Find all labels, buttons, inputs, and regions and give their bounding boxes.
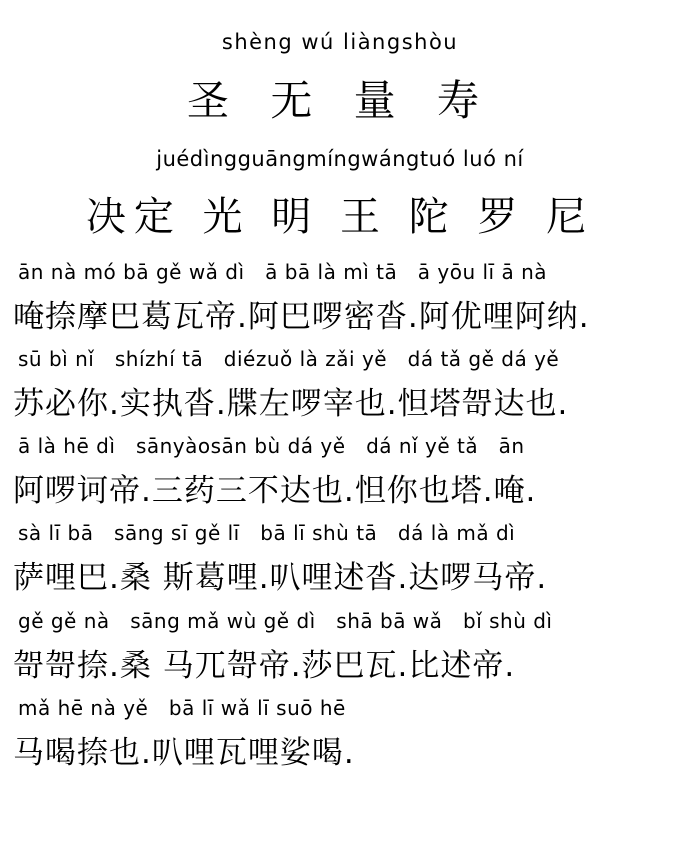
line-3-hanzi: 阿啰诃帝.三药三不达也.怛你也塔.唵. xyxy=(13,473,537,509)
line-4-pinyin: sà lī bā sāng sī gě lī bā lī shù tā dá là mǎ dì xyxy=(18,521,516,545)
line-4-hanzi: 萨哩巴.桑 斯葛哩.叭哩述沓.达啰马帝. xyxy=(13,560,548,596)
subtitle-hanzi: 决定 光 明 王 陀 罗 尼 xyxy=(85,194,595,240)
title-hanzi: 圣 无 量 寿 xyxy=(186,76,494,125)
line-3-pinyin: ā là hē dì sānyàosān bù dá yě dá nǐ yě tǎ ān xyxy=(18,434,525,458)
line-6-hanzi: 马喝捺也.叭哩瓦哩娑喝. xyxy=(13,735,355,771)
line-1-hanzi: 唵捺摩巴葛瓦帝.阿巴啰密沓.阿优哩阿纳. xyxy=(13,299,590,335)
line-1-pinyin: ān nà mó bā gě wǎ dì ā bā là mì tā ā yōu lī ā nà xyxy=(18,260,548,284)
line-6-pinyin: mǎ hē nà yě bā lī wǎ lī suō hē xyxy=(18,696,346,720)
line-5-hanzi: 哿哿捺.桑 马兀哿帝.莎巴瓦.比述帝. xyxy=(13,648,516,684)
line-5-pinyin: gě gě nà sāng mǎ wù gě dì shā bā wǎ bǐ shù dì xyxy=(18,609,553,633)
line-2-hanzi: 苏必你.实执沓.牒左啰宰也.怛塔哿达也. xyxy=(13,386,569,422)
title-pinyin: shèng wú liàngshòu xyxy=(221,30,459,54)
subtitle-pinyin: juédìngguāngmíngwángtuó luó ní xyxy=(156,147,524,171)
line-2-pinyin: sū bì nǐ shízhí tā diézuǒ là zǎi yě dá tǎ gě dá yě xyxy=(18,347,560,371)
